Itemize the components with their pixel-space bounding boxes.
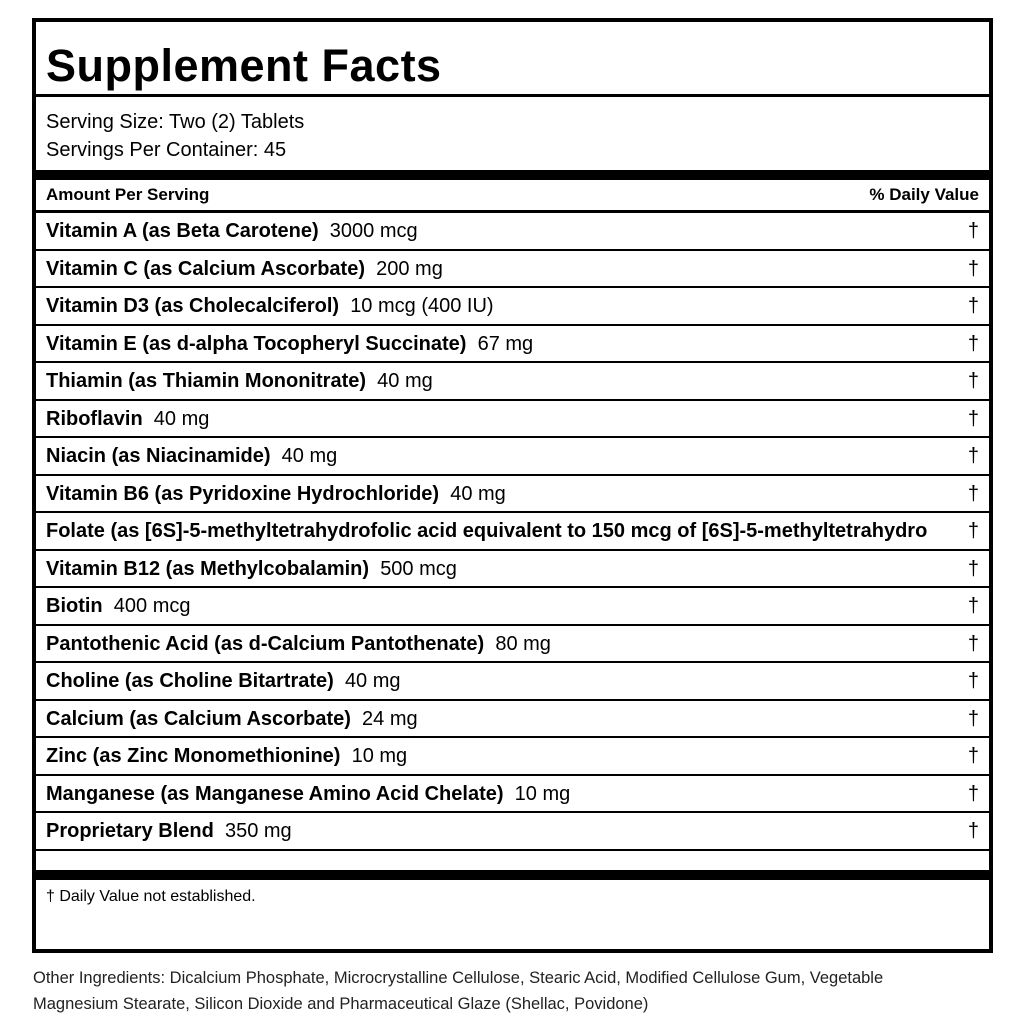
nutrient-amount: 40 mg	[153, 407, 210, 430]
nutrient-text	[46, 445, 337, 468]
amount-header-row	[36, 180, 989, 213]
nutrient-text	[46, 633, 551, 656]
nutrient-text	[46, 708, 418, 731]
nutrient-daily-value: †	[967, 782, 979, 805]
nutrient-daily-value: †	[967, 745, 979, 767]
nutrient-row	[36, 588, 989, 626]
nutrient-amount: 3000 mcg	[329, 220, 418, 242]
nutrient-name: Folate (as [6S]-5-methyltetrahydrofolic acid equivalent to 150 mcg of [6S]-5-methyltetrahydro	[46, 520, 928, 542]
nutrient-row	[36, 626, 989, 664]
nutrient-row	[36, 363, 989, 401]
nutrient-amount: 200 mg	[376, 257, 443, 280]
nutrient-amount: 40 mg	[377, 370, 433, 392]
nutrient-name: Vitamin B6 (as Pyridoxine Hydrochloride)	[46, 482, 440, 505]
serving-size: Serving Size: Two (2) Tablets	[46, 111, 305, 133]
nutrient-daily-value: †	[967, 632, 979, 655]
thick-divider-bottom	[36, 870, 989, 880]
nutrient-daily-value: †	[967, 670, 979, 692]
nutrient-text	[46, 483, 506, 506]
nutrient-daily-value: †	[967, 295, 979, 317]
nutrient-text	[46, 745, 407, 768]
nutrient-name: Biotin	[46, 595, 103, 617]
nutrient-name: Thiamin (as Thiamin Mononitrate)	[46, 370, 367, 392]
nutrient-row	[36, 401, 989, 439]
amount-per-serving-label: Amount Per Serving	[46, 185, 210, 204]
nutrient-daily-value: †	[967, 220, 979, 242]
nutrient-daily-value: †	[967, 707, 979, 730]
nutrient-amount: 10 mg	[351, 745, 408, 767]
nutrient-row	[36, 813, 989, 851]
daily-value-label: % Daily Value	[869, 185, 979, 204]
nutrient-text	[46, 670, 401, 693]
nutrient-name: Vitamin D3 (as Cholecalciferol)	[46, 295, 340, 317]
nutrient-row	[36, 326, 989, 364]
nutrient-daily-value: †	[967, 482, 979, 505]
nutrient-daily-value: †	[967, 520, 979, 542]
serving-info	[46, 108, 304, 164]
nutrient-text	[46, 408, 209, 431]
nutrient-row	[36, 513, 989, 551]
nutrient-name: Pantothenic Acid (as d-Calcium Pantothenate)	[46, 632, 485, 655]
nutrient-daily-value: †	[967, 557, 979, 580]
supplement-facts-panel	[32, 18, 993, 953]
nutrient-name: Niacin (as Niacinamide)	[46, 445, 271, 467]
nutrient-amount: 40 mg	[281, 445, 338, 467]
nutrient-row	[36, 213, 989, 251]
nutrient-text	[46, 820, 292, 843]
nutrient-text	[46, 370, 433, 393]
panel-title: Supplement Facts	[46, 40, 442, 91]
other-ingredients-line: Other Ingredients: Dicalcium Phosphate, Microcrystalline Cellulose, Stearic Acid, Modified Cellulose Gum, Vegetable	[33, 969, 884, 987]
nutrient-amount: 500 mcg	[380, 557, 457, 580]
nutrient-row	[36, 701, 989, 739]
nutrient-amount: 40 mg	[344, 670, 401, 692]
nutrient-row	[36, 476, 989, 514]
nutrient-daily-value: †	[967, 445, 979, 467]
footnote: † Daily Value not established.	[46, 888, 256, 905]
nutrient-text	[46, 595, 191, 618]
nutrient-text	[46, 783, 570, 806]
nutrient-amount: 24 mg	[362, 707, 418, 730]
nutrient-name: Zinc (as Zinc Monomethionine)	[46, 745, 341, 767]
nutrient-row	[36, 551, 989, 589]
other-ingredients	[33, 965, 993, 1017]
nutrient-name: Vitamin E (as d-alpha Tocopheryl Succinate)	[46, 332, 467, 355]
nutrient-amount: 80 mg	[495, 632, 551, 655]
nutrient-name: Vitamin B12 (as Methylcobalamin)	[46, 557, 370, 580]
nutrient-text	[46, 333, 533, 356]
title-bar	[36, 22, 989, 97]
nutrient-daily-value: †	[967, 595, 979, 617]
nutrient-text	[46, 295, 494, 318]
nutrient-name: Riboflavin	[46, 407, 143, 430]
nutrient-amount: 10 mcg (400 IU)	[350, 295, 494, 317]
nutrient-amount: 10 mg	[514, 782, 571, 805]
nutrient-row	[36, 438, 989, 476]
nutrient-name: Manganese (as Manganese Amino Acid Chelate)	[46, 782, 504, 805]
nutrient-name: Vitamin C (as Calcium Ascorbate)	[46, 257, 365, 280]
nutrient-amount: 67 mg	[477, 332, 534, 355]
nutrient-text	[46, 520, 927, 543]
nutrient-row	[36, 288, 989, 326]
nutrient-row	[36, 663, 989, 701]
nutrient-daily-value: †	[967, 820, 979, 842]
nutrient-row	[36, 776, 989, 814]
nutrient-text	[46, 558, 457, 581]
nutrient-name: Proprietary Blend	[46, 820, 214, 842]
nutrient-list	[36, 213, 989, 851]
nutrient-row	[36, 738, 989, 776]
nutrient-name: Vitamin A (as Beta Carotene)	[46, 220, 319, 242]
nutrient-daily-value: †	[967, 370, 979, 392]
nutrient-row	[36, 251, 989, 289]
nutrient-text	[46, 258, 443, 281]
thick-divider-top	[36, 170, 989, 180]
nutrient-text	[46, 220, 418, 243]
nutrient-daily-value: †	[967, 332, 979, 355]
servings-per-container: Servings Per Container: 45	[46, 139, 287, 161]
nutrient-name: Calcium (as Calcium Ascorbate)	[46, 707, 351, 730]
nutrient-name: Choline (as Choline Bitartrate)	[46, 670, 334, 692]
nutrient-amount: 350 mg	[224, 820, 292, 842]
nutrient-daily-value: †	[967, 257, 979, 280]
nutrient-amount: 40 mg	[450, 482, 506, 505]
nutrient-amount: 400 mcg	[113, 595, 191, 617]
other-ingredients-line: Magnesium Stearate, Silicon Dioxide and Pharmaceutical Glaze (Shellac, Povidone)	[33, 995, 649, 1013]
nutrient-daily-value: †	[967, 407, 979, 430]
